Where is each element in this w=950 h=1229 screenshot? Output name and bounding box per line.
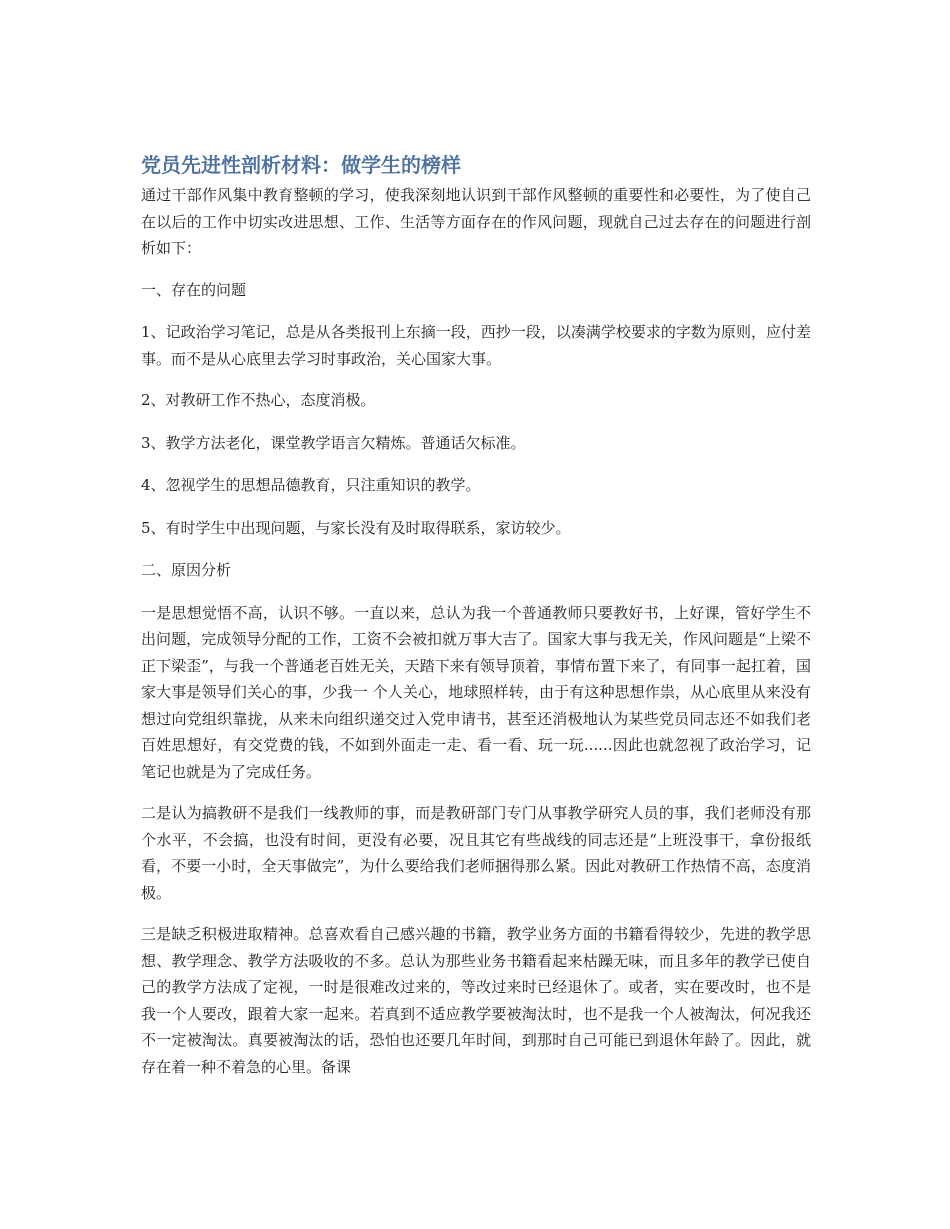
section-heading-problems: 一、存在的问题	[141, 280, 247, 299]
cause-paragraph-2: 二是认为搞教研不是我们一线教师的事，而是教研部门专门从事教学研究人员的事，我们老师没有那个水平，不会搞，也没有时间，更没有必要，况且其它有些战线的同志还是“上班没事干，拿份报纸看，不要一小时，全天事做完”，为什么要给我们老师捆得那么紧。因此对教研工作热情不高，态度消极。	[141, 804, 811, 902]
section-heading-causes: 二、原因分析	[141, 561, 232, 579]
document-title: 党员先进性剖析材料：做学生的榜样	[141, 153, 461, 177]
problem-item-4: 4、忽视学生的思想品德教育，只注重知识的教学。	[141, 476, 481, 494]
problem-item-5: 5、有时学生中出现问题，与家长没有及时取得联系，家访较少。	[141, 518, 571, 537]
problem-item-3: 3、教学方法老化，课堂教学语言欠精炼。普通话欠标准。	[141, 433, 526, 452]
problem-item-1: 1、记政治学习笔记，总是从各类报刊上东摘一段，西抄一段，以凑满学校要求的字数为原则，应付差事。而不是从心底里去学习时事政治，关心国家大事。	[141, 323, 811, 368]
cause-paragraph-1: 一是思想觉悟不高，认识不够。一直以来，总认为我一个普通教师只要教好书，上好课，管好学生不出问题，完成领导分配的工作，工资不会被扣就万事大吉了。国家大事与我无关，作风问题是“上梁不正下梁歪”，与我一个普通老百姓无关，天踏下来有领导顶着，事情布置下来了，有同事一起扛着，国家大事是领导们关心的事，少我一 个人关心，地球照样转，由于有这种思想作祟，从心底里从来没有想过向党组织靠拢，从来未向组织递交过入党申请书，甚至还消极地认为某些党员同志还不如我们老百姓思想好，有交党费的钱，不如到外面走一走、看一看、玩一玩......因此也就忽视了政治学习，记笔记也就是为了完成任务。	[141, 603, 811, 781]
intro-paragraph: 通过干部作风集中教育整顿的学习，使我深刻地认识到干部作风整顿的重要性和必要性，为了使自己在以后的工作中切实改进思想、工作、生活等方面存在的作风问题，现就自己过去存在的问题进行剖析如下：	[141, 186, 811, 257]
cause-paragraph-3: 三是缺乏积极进取精神。总喜欢看自己感兴趣的书籍，教学业务方面的书籍看得较少，先进的教学思想、教学理念、教学方法吸收的不多。总认为那些业务书籍看起来枯躁无味，而且多年的教学已使自己的教学方法成了定视，一时是很难改过来的，等改过来时已经退休了。或者，实在要改时，也不是我一个人要改，跟着大家一起来。若真到不适应教学要被淘汰时，也不是我一个人被淘汰，何况我还不一定被淘汰。真要被淘汰的话，恐怕也还要几年时间，到那时自己可能已到退休年龄了。因此，就存在着一种不着急的心里。备课	[141, 925, 811, 1076]
problem-item-2: 2、对教研工作不热心，态度消极。	[141, 391, 376, 409]
document-page	[141, 150, 811, 1095]
